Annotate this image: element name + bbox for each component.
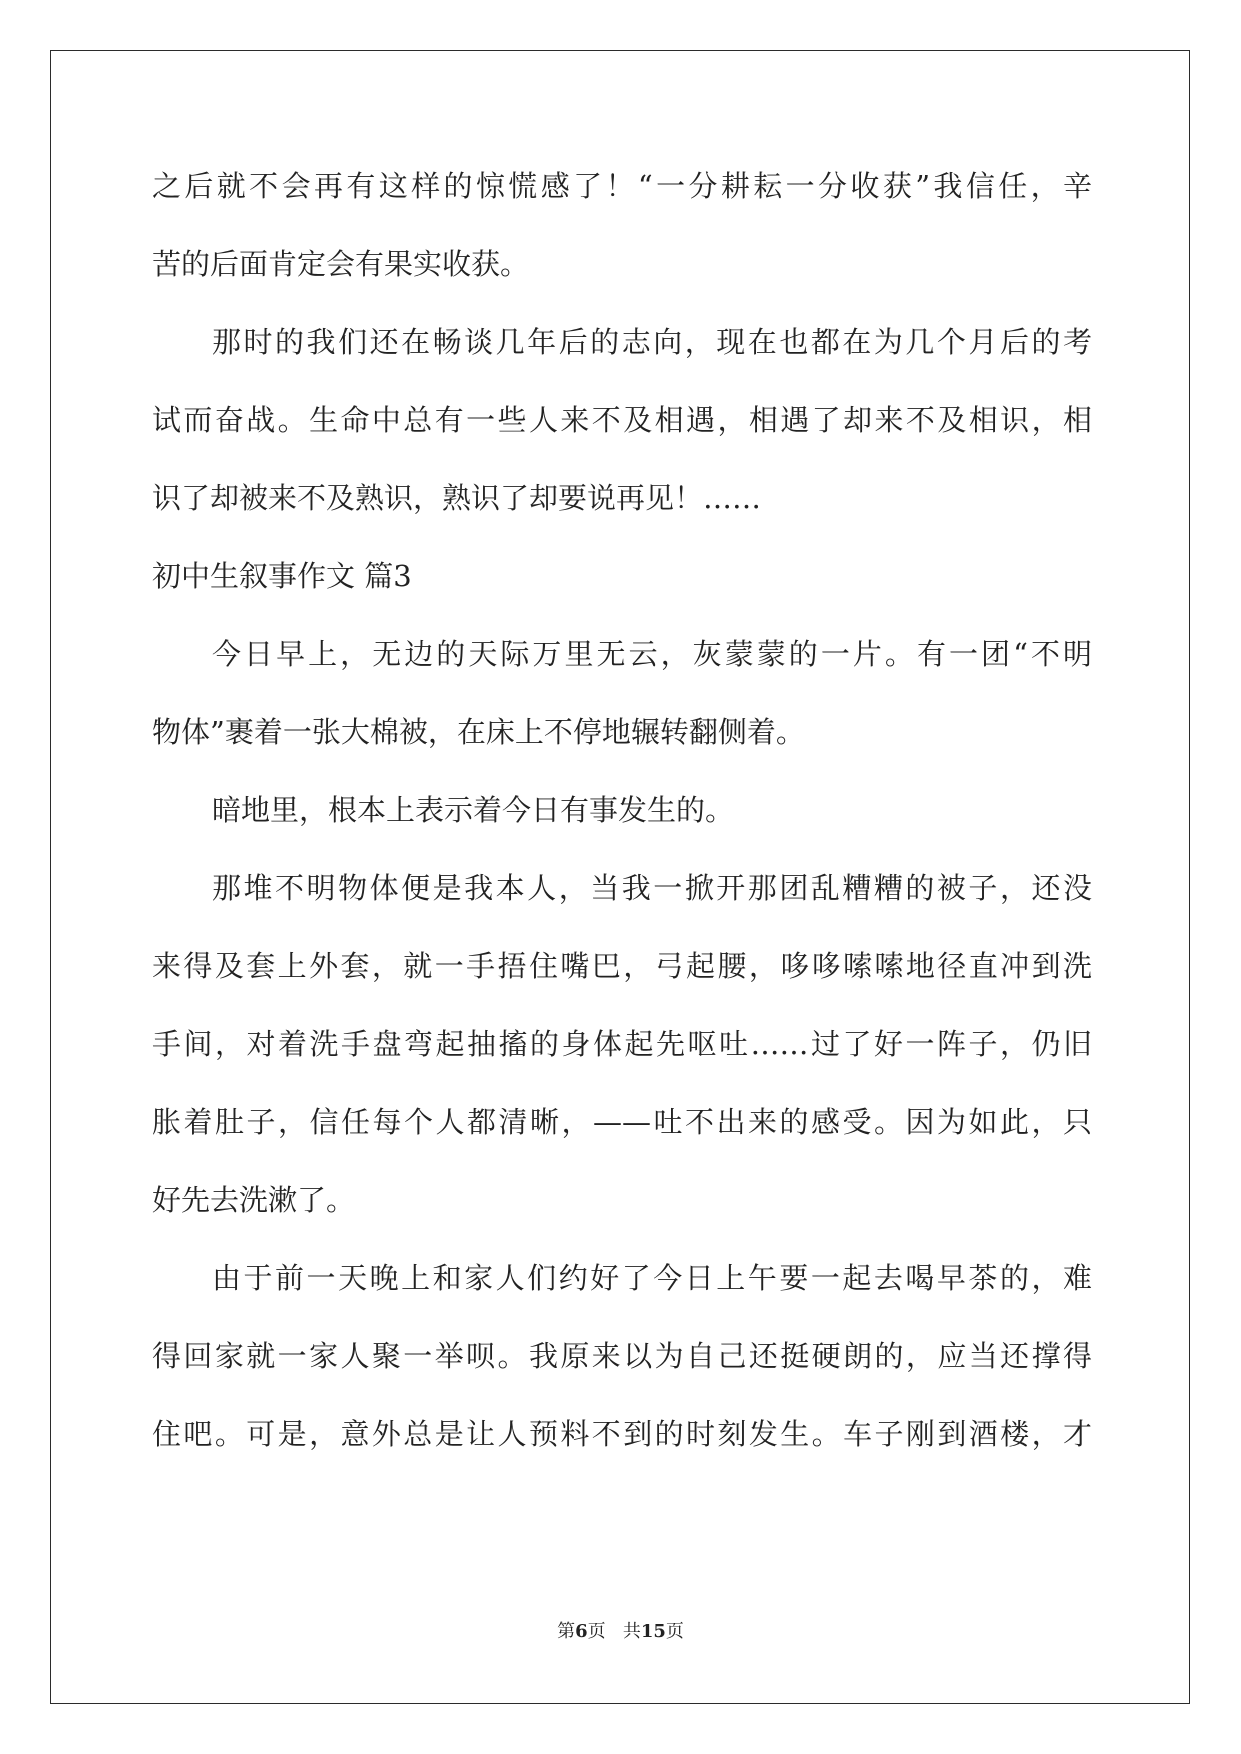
section-heading [152, 556, 1092, 634]
total-pages-number: 15 [640, 1621, 666, 1642]
footer-total-prefix: 共 [622, 1621, 641, 1642]
current-page-number: 6 [575, 1621, 588, 1642]
footer-prefix: 第 [557, 1621, 576, 1642]
paragraph-line: 之后就不会再有这样的惊慌感了！“一分耕耘一分收获”我信任，辛 [152, 169, 1092, 203]
footer-total-suffix: 页 [665, 1621, 684, 1642]
heading-text: 初中生叙事作文 篇3 [152, 559, 412, 593]
paragraph [152, 868, 1092, 1258]
paragraph-line: 识了却被来不及熟识，熟识了却要说再见！…… [152, 481, 762, 515]
paragraph [152, 1258, 1092, 1492]
paragraph [152, 634, 1092, 790]
paragraph [152, 166, 1092, 322]
footer-page-suffix: 页 [587, 1621, 606, 1642]
page-footer [0, 1617, 1241, 1643]
paragraph-line: 来得及套上外套，就一手捂住嘴巴，弓起腰，哆哆嗦嗦地径直冲到洗 [152, 949, 1092, 983]
paragraph [152, 790, 1092, 868]
paragraph-line: 那堆不明物体便是我本人，当我一掀开那团乱糟糟的被子，还没 [212, 871, 1092, 905]
paragraph-line: 试而奋战。生命中总有一些人来不及相遇，相遇了却来不及相识，相 [152, 403, 1092, 437]
paragraph-line: 苦的后面肯定会有果实收获。 [152, 247, 530, 281]
paragraph-line: 今日早上，无边的天际万里无云，灰蒙蒙的一片。有一团“不明 [212, 637, 1092, 671]
paragraph [152, 322, 1092, 556]
paragraph-line: 那时的我们还在畅谈几年后的志向，现在也都在为几个月后的考 [212, 325, 1092, 359]
paragraph-line: 由于前一天晚上和家人们约好了今日上午要一起去喝早茶的，难 [212, 1261, 1092, 1295]
document-body [152, 166, 1092, 1492]
paragraph-line: 物体”裹着一张大棉被，在床上不停地辗转翻侧着。 [152, 715, 805, 749]
paragraph-line: 住吧。可是，意外总是让人预料不到的时刻发生。车子刚到酒楼，才 [152, 1417, 1092, 1451]
paragraph-line: 暗地里，根本上表示着今日有事发生的。 [212, 793, 735, 827]
paragraph-line: 手间，对着洗手盘弯起抽搐的身体起先呕吐……过了好一阵子，仍旧 [152, 1027, 1092, 1061]
paragraph-line: 胀着肚子，信任每个人都清晰，——吐不出来的感受。因为如此，只 [152, 1105, 1092, 1139]
paragraph-line: 好先去洗漱了。 [152, 1183, 356, 1217]
paragraph-line: 得回家就一家人聚一举呗。我原来以为自己还挺硬朗的，应当还撑得 [152, 1339, 1092, 1373]
